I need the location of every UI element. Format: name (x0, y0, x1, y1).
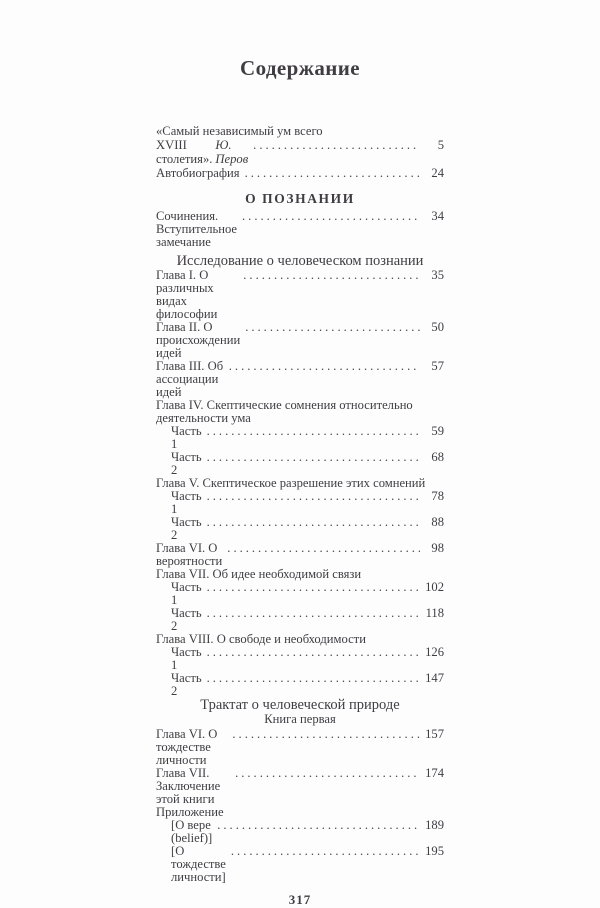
dot-leader (243, 269, 420, 282)
toc-entry (156, 607, 444, 633)
entry-page: 59 (431, 424, 444, 438)
entry-page: 50 (431, 320, 444, 334)
dot-leader (207, 451, 420, 464)
entry-label: Часть 1 (171, 489, 202, 516)
entry-page: 195 (425, 844, 444, 858)
entry-page: 174 (425, 766, 444, 780)
entry-label: [О тождестве личности] (171, 844, 226, 884)
dot-leader (235, 767, 420, 780)
toc-entry (156, 490, 444, 516)
entry-label: Глава II. О происхождении идей (156, 320, 241, 360)
entry-label: Часть 2 (171, 606, 202, 633)
entry-label: Часть 1 (171, 424, 202, 451)
toc-entry (156, 166, 444, 180)
toc-line: «Самый независимый ум всего (156, 124, 323, 138)
dot-leader (207, 490, 420, 503)
dot-leader (217, 819, 420, 832)
toc-line: деятельности ума (156, 411, 251, 425)
entry-page: 102 (425, 580, 444, 594)
entry-label: Часть 1 (171, 645, 202, 672)
entry-page: 157 (425, 727, 444, 741)
toc-entry (156, 581, 444, 607)
toc-entry (156, 646, 444, 672)
toc-entry (156, 451, 444, 477)
entry-label: Часть 2 (171, 671, 202, 698)
dot-leader (245, 321, 420, 334)
entry-label: Глава VII. Заключение этой книги (156, 766, 221, 806)
dot-leader (207, 581, 420, 594)
dot-leader (229, 360, 420, 373)
toc-line: Глава VIII. О свободе и необходимости (156, 632, 366, 646)
section-heading: Исследование о человеческом познании (176, 253, 424, 269)
dot-leader (207, 672, 420, 685)
entry-label: Часть 2 (171, 450, 202, 477)
toc-entry (156, 138, 444, 166)
toc-line: Глава IV. Скептические сомнения относительно (156, 398, 413, 412)
toc-entry (156, 516, 444, 542)
dot-leader (227, 542, 420, 555)
toc-entry (156, 845, 444, 884)
dot-leader (242, 210, 420, 223)
dot-leader (231, 845, 420, 858)
toc-entry (156, 542, 444, 568)
toc-entry (156, 767, 444, 806)
entry-page: 98 (431, 541, 444, 555)
toc-entry (156, 210, 444, 249)
entry-page: 57 (431, 359, 444, 373)
dot-leader (207, 646, 420, 659)
entry-page: 5 (437, 138, 444, 152)
entry-label: XVIII столетия». (156, 138, 213, 166)
folio-page-number: 317 (288, 892, 312, 907)
toc-entry (156, 321, 444, 360)
page-title: Содержание (240, 56, 360, 80)
dot-leader (232, 728, 420, 741)
toc-line: Глава V. Скептическое разрешение этих сомнений (156, 476, 426, 490)
toc-entry (156, 728, 444, 767)
toc-line: Глава VII. Об идее необходимой связи (156, 567, 362, 581)
dot-leader (207, 516, 420, 529)
entry-label-italic: Ю. Перов (215, 138, 249, 166)
entry-page: 34 (431, 209, 444, 223)
entry-label: Глава III. Об ассоциации идей (156, 359, 224, 399)
dot-leader (207, 607, 420, 620)
section-heading: Трактат о человеческой природе (200, 697, 400, 713)
entry-label: Глава VI. О вероятности (156, 541, 223, 568)
entry-page: 24 (431, 166, 444, 180)
toc-entry (156, 672, 444, 698)
dot-leader (253, 138, 420, 152)
entry-page: 118 (425, 606, 444, 620)
entry-page: 68 (431, 450, 444, 464)
entry-page: 35 (431, 268, 444, 282)
toc-entry (156, 360, 444, 399)
book-heading: Книга первая (264, 712, 336, 726)
book-page (0, 56, 600, 907)
toc-line: Приложение (156, 805, 224, 819)
entry-page: 147 (425, 671, 444, 685)
toc-entry (156, 819, 444, 845)
toc-entry (156, 269, 444, 321)
toc (156, 124, 444, 884)
entry-label: Глава I. О различных видах философии (156, 268, 218, 321)
entry-label: Часть 1 (171, 580, 202, 607)
entry-page: 126 (425, 645, 444, 659)
entry-page: 88 (431, 515, 444, 529)
entry-label: Сочинения. Вступительное замечание (156, 209, 238, 249)
entry-page: 189 (425, 818, 444, 832)
entry-label: [О вере (belief)] (171, 818, 213, 845)
part-heading: О ПОЗНАНИИ (245, 191, 355, 206)
entry-label: Автобиография (156, 166, 240, 180)
entry-label: Глава VI. О тождестве личности (156, 727, 218, 767)
toc-entry (156, 425, 444, 451)
entry-label: Часть 2 (171, 515, 202, 542)
dot-leader (207, 425, 420, 438)
entry-page: 78 (431, 489, 444, 503)
dot-leader (245, 166, 420, 180)
